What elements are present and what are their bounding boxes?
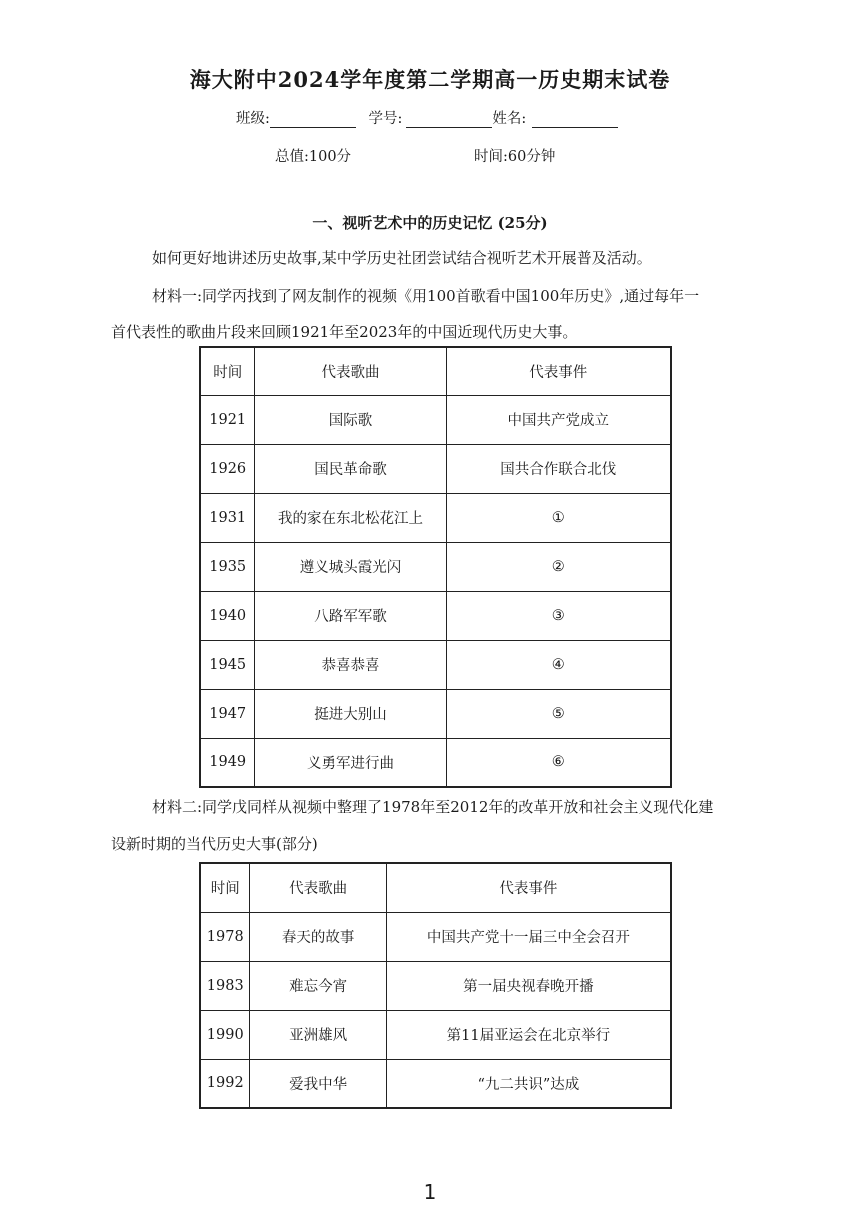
table-row xyxy=(200,640,671,689)
table-row xyxy=(200,689,671,738)
cell-event: 国共合作联合北伐 xyxy=(446,444,671,493)
cell-year: 1947 xyxy=(200,689,255,738)
section-intro: 如何更好地讲述历史故事,某中学历史社团尝试结合视听艺术开展普及活动。 xyxy=(152,249,652,267)
student-info-row xyxy=(236,107,618,128)
cell-song: 恭喜恭喜 xyxy=(255,640,446,689)
cell-event-blank: ③ xyxy=(446,591,671,640)
material2-line1: 材料二:同学戊同样从视频中整理了1978年至2012年的改革开放和社会主义现代化建 xyxy=(152,798,714,816)
cell-event-blank: ⑤ xyxy=(446,689,671,738)
cell-song: 爱我中华 xyxy=(250,1059,386,1108)
table-row xyxy=(200,395,671,444)
cell-song: 义勇军进行曲 xyxy=(255,738,446,787)
cell-song: 遵义城头霞光闪 xyxy=(255,542,446,591)
material1-line2: 首代表性的歌曲片段来回顾1921年至2023年的中国近现代历史大事。 xyxy=(111,323,578,341)
table-row xyxy=(200,1010,671,1059)
cell-year: 1935 xyxy=(200,542,255,591)
class-label: 班级: xyxy=(236,111,270,127)
cell-song: 春天的故事 xyxy=(250,912,386,961)
cell-year: 1926 xyxy=(200,444,255,493)
cell-year: 1992 xyxy=(200,1059,250,1108)
songs-table-1 xyxy=(199,346,672,788)
exam-duration: 时间:60分钟 xyxy=(474,149,556,165)
cell-year: 1921 xyxy=(200,395,255,444)
table-row xyxy=(200,591,671,640)
table-header-row xyxy=(200,347,671,395)
table-row xyxy=(200,542,671,591)
class-field[interactable] xyxy=(270,111,356,128)
cell-event-blank: ① xyxy=(446,493,671,542)
cell-event-blank: ② xyxy=(446,542,671,591)
total-score: 总值:100分 xyxy=(275,149,352,165)
cell-year: 1940 xyxy=(200,591,255,640)
table-row xyxy=(200,738,671,787)
cell-year: 1978 xyxy=(200,912,250,961)
cell-song: 国际歌 xyxy=(255,395,446,444)
material1-line1: 材料一:同学丙找到了网友制作的视频《用100首歌看中国100年历史》,通过每年一 xyxy=(152,287,700,305)
table-row xyxy=(200,493,671,542)
cell-song: 八路军军歌 xyxy=(255,591,446,640)
header-event: 代表事件 xyxy=(446,347,671,395)
cell-event: 中国共产党十一届三中全会召开 xyxy=(386,912,671,961)
header-event: 代表事件 xyxy=(386,863,671,912)
table-row xyxy=(200,444,671,493)
header-time: 时间 xyxy=(200,347,255,395)
section-heading: 一、视听艺术中的历史记忆 (25分) xyxy=(312,214,548,232)
cell-song: 亚洲雄风 xyxy=(250,1010,386,1059)
page-number: 1 xyxy=(423,1180,437,1204)
exam-title: 海大附中2024学年度第二学期高一历史期末试卷 xyxy=(189,67,671,92)
header-song: 代表歌曲 xyxy=(250,863,386,912)
cell-year: 1983 xyxy=(200,961,250,1010)
cell-event: 第11届亚运会在北京举行 xyxy=(386,1010,671,1059)
cell-year: 1945 xyxy=(200,640,255,689)
cell-song: 挺进大别山 xyxy=(255,689,446,738)
cell-event-blank: ④ xyxy=(446,640,671,689)
table-row xyxy=(200,1059,671,1108)
cell-song: 我的家在东北松花江上 xyxy=(255,493,446,542)
table-row xyxy=(200,961,671,1010)
cell-year: 1931 xyxy=(200,493,255,542)
songs-table-2 xyxy=(199,862,672,1109)
header-time: 时间 xyxy=(200,863,250,912)
name-label: 姓名: xyxy=(492,111,527,127)
table-header-row xyxy=(200,863,671,912)
cell-event: 第一届央视春晚开播 xyxy=(386,961,671,1010)
header-song: 代表歌曲 xyxy=(255,347,446,395)
table-row xyxy=(200,912,671,961)
material2-line2: 设新时期的当代历史大事(部分) xyxy=(111,835,318,853)
cell-event: “九二共识”达成 xyxy=(386,1059,671,1108)
student-id-field[interactable] xyxy=(406,111,492,128)
cell-event: 中国共产党成立 xyxy=(446,395,671,444)
student-id-label: 学号: xyxy=(368,111,403,127)
name-field[interactable] xyxy=(532,111,618,128)
cell-song: 难忘今宵 xyxy=(250,961,386,1010)
cell-year: 1949 xyxy=(200,738,255,787)
cell-year: 1990 xyxy=(200,1010,250,1059)
cell-event-blank: ⑥ xyxy=(446,738,671,787)
cell-song: 国民革命歌 xyxy=(255,444,446,493)
